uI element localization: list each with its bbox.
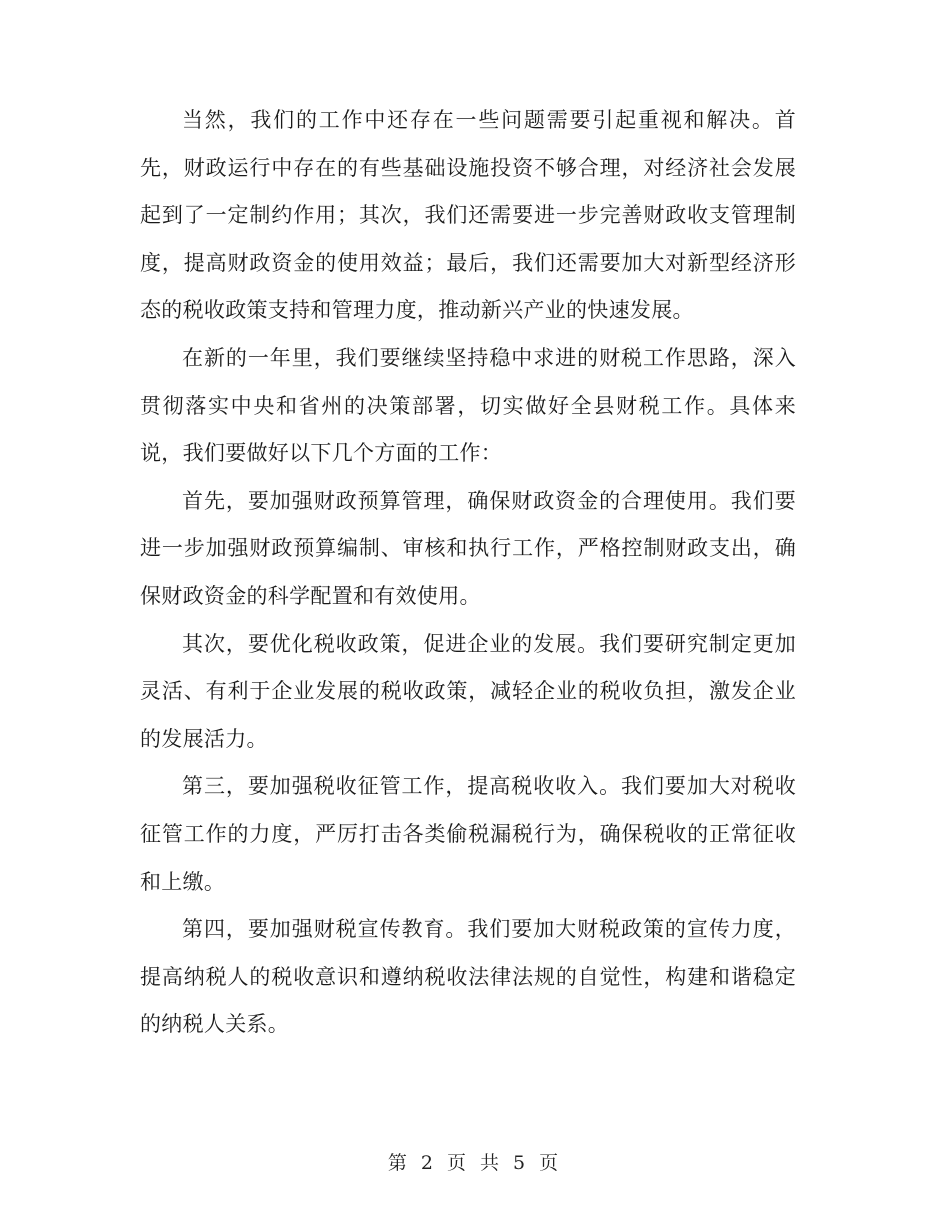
paragraph-tax-education: 第四，要加强财税宣传教育。我们要加大财税政策的宣传力度，提高纳税人的税收意识和遵纳税收法律法规的自觉性，构建和谐稳定的纳税人关系。 xyxy=(140,917,796,1037)
paragraph-tax-policy: 其次，要优化税收政策，促进企业的发展。我们要研究制定更加灵活、有利于企业发展的税收政策，减轻企业的税收负担，激发企业的发展活力。 xyxy=(140,631,796,751)
paragraph-budget-management: 首先，要加强财政预算管理，确保财政资金的合理使用。我们要进一步加强财政预算编制、审核和执行工作，严格控制财政支出，确保财政资金的科学配置和有效使用。 xyxy=(140,488,796,608)
paragraph-new-year-plan: 在新的一年里，我们要继续坚持稳中求进的财税工作思路，深入贯彻落实中央和省州的决策部署，切实做好全县财税工作。具体来说，我们要做好以下几个方面的工作： xyxy=(140,345,796,466)
document-body xyxy=(140,97,796,1049)
page-number-footer: 第 2 页 共 5 页 xyxy=(387,1152,563,1174)
paragraph-tax-collection: 第三，要加强税收征管工作，提高税收收入。我们要加大对税收征管工作的力度，严厉打击各类偷税漏税行为，确保税收的正常征收和上缴。 xyxy=(140,774,796,894)
paragraph-problems: 当然，我们的工作中还存在一些问题需要引起重视和解决。首先，财政运行中存在的有些基础设施投资不够合理，对经济社会发展起到了一定制约作用；其次，我们还需要进一步完善财政收支管理制度，提高财政资金的使用效益；最后，我们还需要加大对新型经济形态的税收政策支持和管理力度，推动新兴产业的快速发展。 xyxy=(140,108,796,323)
